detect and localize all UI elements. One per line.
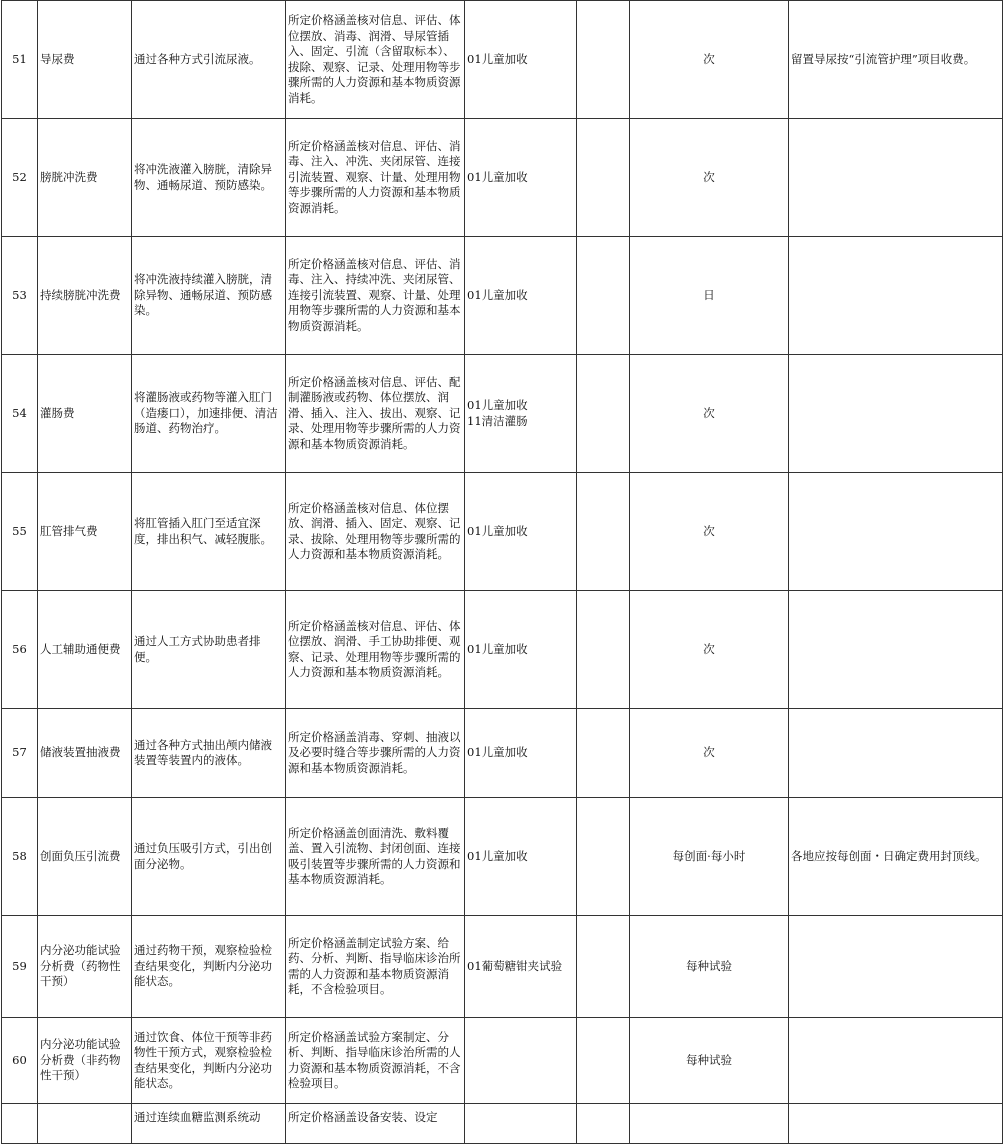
- extension-items: [465, 119, 577, 237]
- extension-line: 01儿童加收: [467, 51, 528, 66]
- remark: [789, 355, 1003, 473]
- extension-items: [465, 798, 577, 916]
- item-number: [2, 1104, 38, 1144]
- empty-cell: [577, 119, 630, 237]
- remark: [789, 591, 1003, 709]
- price-scope: 所定价格涵盖核对信息、评估、配制灌肠液或药物、体位摆放、润滑、插入、注入、拔出、观察、记录、处理用物等步骤所需的人力资源和基本物质资源消耗。: [286, 355, 465, 473]
- item-name: 持续膀胱冲洗费: [38, 237, 132, 355]
- empty-cell: [577, 237, 630, 355]
- extension-items: [465, 355, 577, 473]
- item-content: 通过各种方式抽出颅内储液装置等装置内的液体。: [132, 709, 286, 798]
- pricing-unit: 次: [630, 355, 789, 473]
- table-row: [2, 1018, 1003, 1104]
- pricing-unit: 次: [630, 709, 789, 798]
- price-scope: 所定价格涵盖制定试验方案、给药、分析、判断、指导临床诊治所需的人力资源和基本物质资源消耗，不含检验项目。: [286, 916, 465, 1018]
- item-number: 59: [2, 916, 38, 1018]
- extension-items: [465, 591, 577, 709]
- table-row: [2, 798, 1003, 916]
- extension-items: [465, 1018, 577, 1104]
- extension-line: 01儿童加收: [467, 287, 528, 302]
- extension-line: 01儿童加收: [467, 745, 528, 760]
- table-row: [2, 916, 1003, 1018]
- item-name: 储液装置抽液费: [38, 709, 132, 798]
- item-name: 导尿费: [38, 1, 132, 119]
- remark: 留置导尿按“引流管护理”项目收费。: [789, 1, 1003, 119]
- remark: 各地应按每创面・日确定费用封顶线。: [789, 798, 1003, 916]
- item-name: 创面负压引流费: [38, 798, 132, 916]
- item-number: 53: [2, 237, 38, 355]
- item-name: 内分泌功能试验分析费（非药物性干预）: [38, 1018, 132, 1104]
- pricing-unit: 每种试验: [630, 1018, 789, 1104]
- price-scope: 所定价格涵盖核对信息、评估、体位摆放、润滑、手工协助排便、观察、记录、处理用物等步骤所需的人力资源和基本物质资源消耗。: [286, 591, 465, 709]
- table-row: [2, 1, 1003, 119]
- pricing-unit: 次: [630, 473, 789, 591]
- extension-line: 01葡萄糖钳夹试验: [467, 958, 563, 973]
- price-scope: 所定价格涵盖核对信息、评估、消毒、注入、持续冲洗、夹闭尿管、连接引流装置、观察、计量、处理用物等步骤所需的人力资源和基本物质资源消耗。: [286, 237, 465, 355]
- item-name: [38, 1104, 132, 1144]
- item-number: 56: [2, 591, 38, 709]
- item-name: 膀胱冲洗费: [38, 119, 132, 237]
- price-scope: 所定价格涵盖试验方案制定、分析、判断、指导临床诊治所需的人力资源和基本物质资源消耗，不含检验项目。: [286, 1018, 465, 1104]
- extension-items: [465, 237, 577, 355]
- price-scope: 所定价格涵盖核对信息、评估、消毒、注入、冲洗、夹闭尿管、连接引流装置、观察、计量、处理用物等步骤所需的人力资源和基本物质资源消耗。: [286, 119, 465, 237]
- remark: [789, 119, 1003, 237]
- item-content: 将肛管插入肛门至适宜深度，排出积气、减轻腹胀。: [132, 473, 286, 591]
- table-row: [2, 591, 1003, 709]
- extension-items: [465, 709, 577, 798]
- item-content: 将冲洗液灌入膀胱，清除异物、通畅尿道、预防感染。: [132, 119, 286, 237]
- table-row: [2, 709, 1003, 798]
- extension-items: [465, 916, 577, 1018]
- item-number: 55: [2, 473, 38, 591]
- table-row: [2, 355, 1003, 473]
- item-name: 人工辅助通便费: [38, 591, 132, 709]
- price-scope: 所定价格涵盖核对信息、评估、体位摆放、消毒、润滑、导尿管插入、固定、引流（含留取标本）、拔除、观察、记录、处理用物等步骤所需的人力资源和基本物质资源消耗。: [286, 1, 465, 119]
- item-name: 肛管排气费: [38, 473, 132, 591]
- empty-cell: [577, 1018, 630, 1104]
- pricing-unit: 日: [630, 237, 789, 355]
- extension-line: 11清洁灌肠: [467, 413, 528, 428]
- empty-cell: [577, 1104, 630, 1144]
- price-scope: 所定价格涵盖创面清洗、敷料覆盖、置入引流物、封闭创面、连接吸引装置等步骤所需的人力资源和基本物质资源消耗。: [286, 798, 465, 916]
- empty-cell: [577, 798, 630, 916]
- extension-items: [465, 1104, 577, 1144]
- item-number: 54: [2, 355, 38, 473]
- item-name: 内分泌功能试验分析费（药物性干预）: [38, 916, 132, 1018]
- item-content: 通过各种方式引流尿液。: [132, 1, 286, 119]
- fee-table: [1, 0, 1003, 1144]
- empty-cell: [577, 591, 630, 709]
- item-number: 57: [2, 709, 38, 798]
- empty-cell: [577, 709, 630, 798]
- extension-line: 01儿童加收: [467, 169, 528, 184]
- item-number: 51: [2, 1, 38, 119]
- pricing-unit: [630, 1104, 789, 1144]
- remark: [789, 1104, 1003, 1144]
- empty-cell: [577, 473, 630, 591]
- table-row: [2, 119, 1003, 237]
- item-content: 通过人工方式协助患者排便。: [132, 591, 286, 709]
- remark: [789, 473, 1003, 591]
- price-scope: 所定价格涵盖消毒、穿刺、抽液以及必要时缝合等步骤所需的人力资源和基本物质资源消耗。: [286, 709, 465, 798]
- table-row: [2, 237, 1003, 355]
- pricing-unit: 次: [630, 119, 789, 237]
- extension-items: [465, 1, 577, 119]
- item-content: 通过负压吸引方式，引出创面分泌物。: [132, 798, 286, 916]
- extension-line: 01儿童加收: [467, 848, 528, 863]
- item-content: 通过药物干预，观察检验检查结果变化，判断内分泌功能状态。: [132, 916, 286, 1018]
- remark: [789, 916, 1003, 1018]
- empty-cell: [577, 916, 630, 1018]
- pricing-unit: 每种试验: [630, 916, 789, 1018]
- empty-cell: [577, 1, 630, 119]
- extension-line: 01儿童加收: [467, 398, 528, 412]
- item-content: 将灌肠液或药物等灌入肛门（造瘘口），加速排便、清洁肠道、药物治疗。: [132, 355, 286, 473]
- remark: [789, 709, 1003, 798]
- remark: [789, 237, 1003, 355]
- item-content: 将冲洗液持续灌入膀胱，清除异物、通畅尿道、预防感染。: [132, 237, 286, 355]
- item-number: 58: [2, 798, 38, 916]
- empty-cell: [577, 355, 630, 473]
- extension-items: [465, 473, 577, 591]
- pricing-unit: 每创面·每小时: [630, 798, 789, 916]
- extension-line: 01儿童加收: [467, 523, 528, 538]
- extension-line: 01儿童加收: [467, 641, 528, 656]
- item-content: 通过连续血糖监测系统动: [132, 1104, 286, 1144]
- remark: [789, 1018, 1003, 1104]
- table-row: [2, 473, 1003, 591]
- item-number: 60: [2, 1018, 38, 1104]
- pricing-unit: 次: [630, 591, 789, 709]
- item-content: 通过饮食、体位干预等非药物性干预方式，观察检验检查结果变化，判断内分泌功能状态。: [132, 1018, 286, 1104]
- price-scope: 所定价格涵盖设备安装、设定: [286, 1104, 465, 1144]
- item-number: 52: [2, 119, 38, 237]
- pricing-unit: 次: [630, 1, 789, 119]
- item-name: 灌肠费: [38, 355, 132, 473]
- table-row: [2, 1104, 1003, 1144]
- price-scope: 所定价格涵盖核对信息、体位摆放、润滑、插入、固定、观察、记录、拔除、处理用物等步骤所需的人力资源和基本物质资源消耗。: [286, 473, 465, 591]
